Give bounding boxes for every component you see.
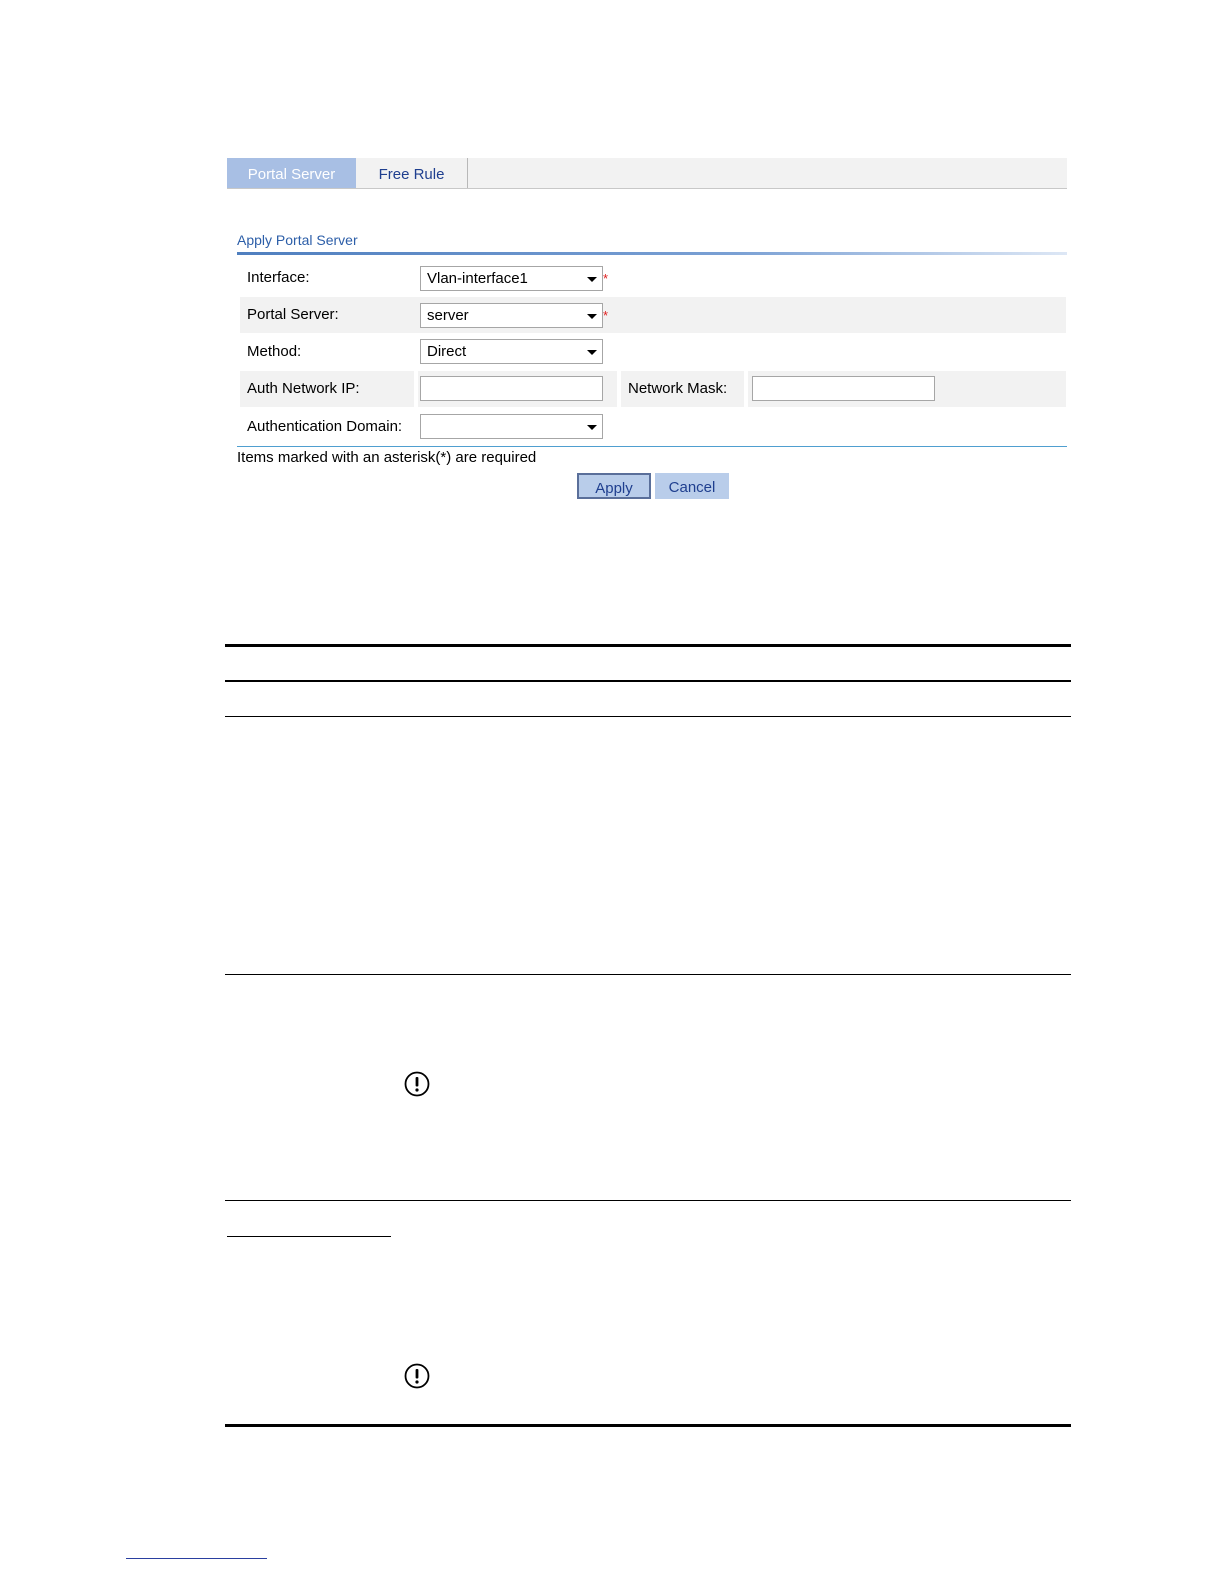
portal-server-value: server — [427, 307, 469, 324]
cell-separator — [617, 371, 621, 407]
required-asterisk: * — [603, 271, 609, 286]
portal-server-select[interactable] — [420, 303, 603, 328]
table-header-rule — [225, 680, 1071, 682]
short-rule — [227, 1236, 391, 1237]
exclamation-circle-icon — [404, 1363, 430, 1389]
chevron-down-icon — [587, 425, 597, 430]
cell-separator — [744, 371, 748, 407]
required-asterisk: * — [603, 308, 609, 323]
network-mask-label: Network Mask: — [628, 380, 728, 397]
exclamation-circle-icon — [404, 1071, 430, 1097]
tab-free-rule[interactable]: Free Rule — [356, 158, 468, 188]
tab-bar — [227, 158, 1067, 189]
auth-network-row — [240, 371, 1066, 407]
interface-label: Interface: — [247, 269, 310, 286]
authentication-domain-row — [240, 409, 1066, 445]
chevron-down-icon — [587, 350, 597, 355]
method-value: Direct — [427, 343, 467, 360]
network-mask-input[interactable] — [752, 376, 935, 401]
form-bottom-divider — [237, 446, 1067, 447]
chevron-down-icon — [587, 314, 597, 319]
interface-row — [240, 260, 1066, 296]
interface-select[interactable] — [420, 266, 603, 291]
auth-network-ip-label: Auth Network IP: — [247, 380, 360, 397]
table-top-rule — [225, 644, 1071, 647]
tab-portal-server[interactable]: Portal Server — [227, 158, 356, 188]
method-label: Method: — [247, 343, 302, 360]
cancel-button[interactable]: Cancel — [655, 473, 729, 499]
authentication-domain-select[interactable] — [420, 414, 603, 439]
section-divider — [237, 252, 1067, 255]
chevron-down-icon — [587, 277, 597, 282]
table-row-rule — [225, 1200, 1071, 1201]
table-row-rule — [225, 716, 1071, 717]
apply-button[interactable]: Apply — [577, 473, 651, 499]
section-title: Apply Portal Server — [237, 232, 358, 248]
auth-network-ip-input[interactable] — [420, 376, 603, 401]
portal-server-label: Portal Server: — [247, 306, 339, 323]
interface-value: Vlan-interface1 — [427, 270, 528, 287]
cell-separator — [414, 371, 418, 407]
portal-server-row — [240, 297, 1066, 333]
table-bottom-rule — [225, 1424, 1071, 1427]
footer-link-underline[interactable] — [126, 1558, 267, 1559]
table-row-rule — [225, 974, 1071, 975]
authentication-domain-label: Authentication Domain: — [247, 418, 403, 435]
method-row — [240, 334, 1066, 370]
method-select[interactable] — [420, 339, 603, 364]
required-note: Items marked with an asterisk(*) are required — [237, 449, 537, 466]
